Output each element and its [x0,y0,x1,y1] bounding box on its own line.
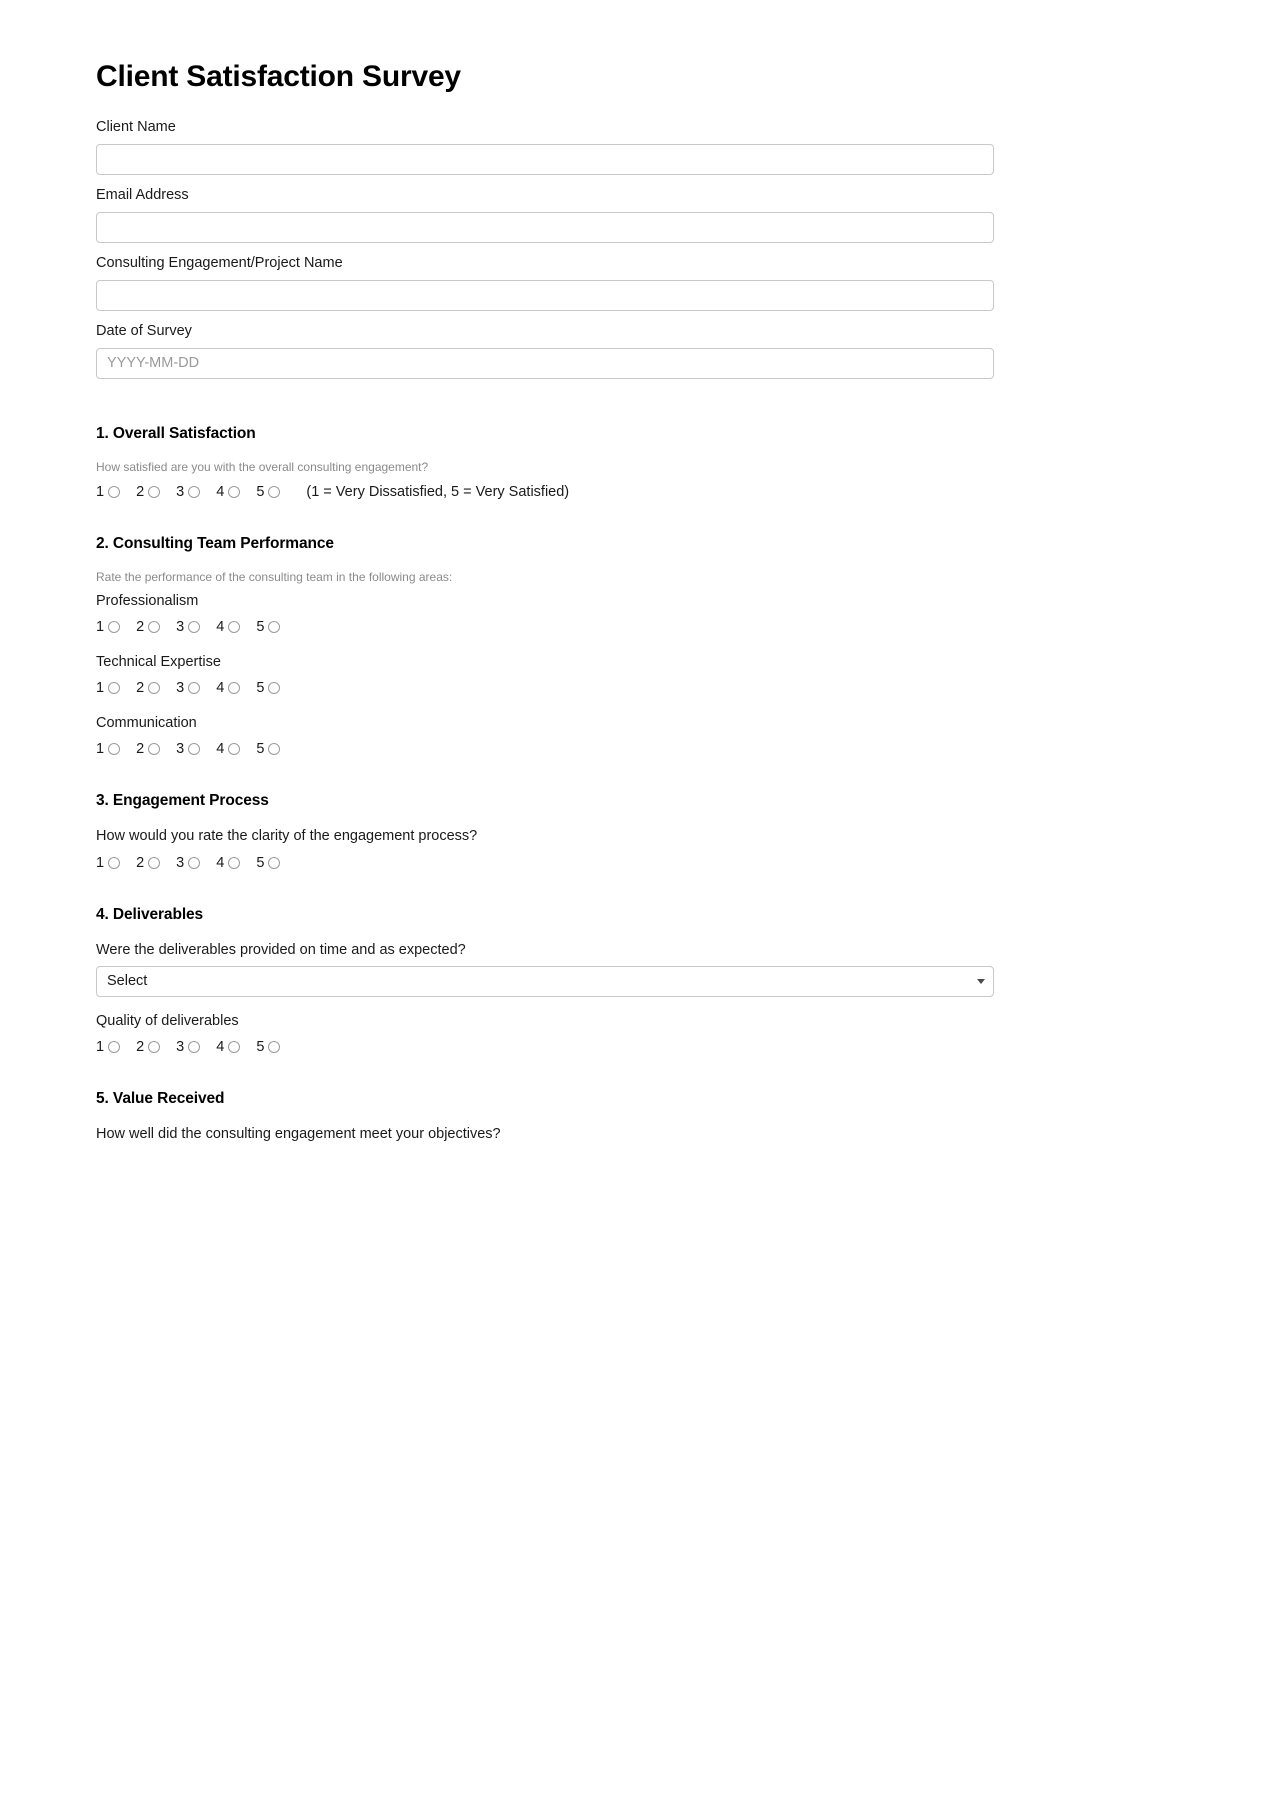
rating-option-2-label: 2 [136,1038,145,1055]
rating-option-4[interactable] [216,1037,240,1057]
rating-option-5[interactable] [256,482,280,502]
rating-option-3[interactable] [176,617,200,637]
rating-option-1-label: 1 [96,679,105,696]
rating-option-1[interactable] [96,1037,120,1057]
radio-icon[interactable] [268,743,280,755]
rating-option-5-label: 5 [256,740,265,757]
radio-icon[interactable] [148,486,160,498]
rating-option-1[interactable] [96,853,120,873]
rating-option-2[interactable] [136,617,160,637]
section-consulting-team-performance [96,535,994,760]
rating-option-5-label: 5 [256,618,265,635]
deliverables-select[interactable] [96,966,994,997]
radio-icon[interactable] [188,682,200,694]
radio-icon[interactable] [188,1041,200,1053]
subsection-technical-expertise [96,652,994,699]
radio-icon[interactable] [268,486,280,498]
client-name-input[interactable] [96,144,994,175]
quality-of-deliverables-label: Quality of deliverables [96,1012,239,1029]
section-engagement-process [96,792,994,874]
professionalism-label: Professionalism [96,592,199,609]
radio-icon[interactable] [148,682,160,694]
rating-group-quality-of-deliverables [96,1036,994,1058]
rating-option-5[interactable] [256,853,280,873]
page-title: Client Satisfaction Survey [96,60,461,93]
radio-icon[interactable] [188,621,200,633]
rating-option-1[interactable] [96,678,120,698]
rating-option-2-label: 2 [136,679,145,696]
rating-group-technical-expertise [96,677,994,699]
section-deliverables [96,906,994,1058]
radio-icon[interactable] [148,621,160,633]
rating-option-4[interactable] [216,853,240,873]
rating-option-3-label: 3 [176,740,185,757]
rating-option-1-label: 1 [96,740,105,757]
radio-icon[interactable] [228,486,240,498]
radio-icon[interactable] [188,486,200,498]
radio-icon[interactable] [188,857,200,869]
rating-option-2[interactable] [136,482,160,502]
rating-option-3[interactable] [176,482,200,502]
email-address-input[interactable] [96,212,994,243]
field-client-name [96,117,994,175]
section-3-title: 3. Engagement Process [96,791,269,809]
rating-option-5[interactable] [256,678,280,698]
rating-option-2[interactable] [136,739,160,759]
rating-option-1-label: 1 [96,1038,105,1055]
project-name-label: Consulting Engagement/Project Name [96,254,343,271]
subsection-communication [96,713,994,760]
rating-group-professionalism [96,616,994,638]
rating-option-1-label: 1 [96,618,105,635]
rating-option-4-label: 4 [216,618,225,635]
section-3-question: How would you rate the clarity of the engagement process? [96,827,478,844]
rating-option-5-label: 5 [256,1038,265,1055]
radio-icon[interactable] [108,486,120,498]
rating-option-3[interactable] [176,739,200,759]
rating-option-4-label: 4 [216,1038,225,1055]
radio-icon[interactable] [228,857,240,869]
field-email-address [96,185,994,243]
radio-icon[interactable] [228,1041,240,1053]
date-of-survey-label: Date of Survey [96,322,192,339]
section-5-question: How well did the consulting engagement meet your objectives? [96,1125,501,1142]
radio-icon[interactable] [148,857,160,869]
rating-option-1[interactable] [96,617,120,637]
section-value-received [96,1090,994,1144]
rating-option-4-label: 4 [216,740,225,757]
radio-icon[interactable] [268,621,280,633]
section-2-title: 2. Consulting Team Performance [96,534,334,552]
rating-scale-hint: (1 = Very Dissatisfied, 5 = Very Satisfied) [306,483,570,500]
radio-icon[interactable] [108,743,120,755]
section-5-title: 5. Value Received [96,1089,225,1107]
radio-icon[interactable] [108,1041,120,1053]
radio-icon[interactable] [228,743,240,755]
rating-option-3-label: 3 [176,483,185,500]
rating-option-1[interactable] [96,482,120,502]
section-4-title: 4. Deliverables [96,905,204,923]
client-name-label: Client Name [96,118,176,135]
section-4-question: Were the deliverables provided on time and as expected? [96,941,466,958]
survey-form [96,60,994,1176]
rating-option-2-label: 2 [136,740,145,757]
radio-icon[interactable] [228,621,240,633]
rating-option-2[interactable] [136,853,160,873]
rating-option-1[interactable] [96,739,120,759]
section-1-title: 1. Overall Satisfaction [96,424,256,442]
rating-option-4[interactable] [216,678,240,698]
rating-group-engagement-process [96,852,994,874]
rating-option-4-label: 4 [216,854,225,871]
technical-expertise-label: Technical Expertise [96,653,221,670]
section-overall-satisfaction [96,425,994,503]
radio-icon[interactable] [148,1041,160,1053]
rating-option-5-label: 5 [256,679,265,696]
rating-option-4[interactable] [216,739,240,759]
rating-option-5-label: 5 [256,854,265,871]
radio-icon[interactable] [108,682,120,694]
rating-option-5[interactable] [256,617,280,637]
project-name-input[interactable] [96,280,994,311]
rating-option-3-label: 3 [176,618,185,635]
rating-option-2-label: 2 [136,483,145,500]
rating-option-5-label: 5 [256,483,265,500]
deliverables-select-wrap [96,966,994,997]
field-project-name [96,253,994,311]
radio-icon[interactable] [268,857,280,869]
rating-option-4-label: 4 [216,483,225,500]
rating-group-overall-satisfaction [96,481,994,503]
rating-option-4-label: 4 [216,679,225,696]
radio-icon[interactable] [268,682,280,694]
rating-option-2[interactable] [136,678,160,698]
radio-icon[interactable] [148,743,160,755]
rating-option-3[interactable] [176,1037,200,1057]
rating-option-1-label: 1 [96,854,105,871]
section-2-note: Rate the performance of the consulting team in the following areas: [96,569,453,584]
rating-option-2-label: 2 [136,618,145,635]
section-1-note: How satisfied are you with the overall consulting engagement? [96,459,429,474]
rating-option-5[interactable] [256,1037,280,1057]
rating-option-4[interactable] [216,482,240,502]
rating-group-communication [96,738,994,760]
rating-option-1-label: 1 [96,483,105,500]
rating-option-3-label: 3 [176,679,185,696]
rating-option-2-label: 2 [136,854,145,871]
radio-icon[interactable] [228,682,240,694]
communication-label: Communication [96,714,197,731]
rating-option-3-label: 3 [176,854,185,871]
radio-icon[interactable] [268,1041,280,1053]
rating-option-2[interactable] [136,1037,160,1057]
subsection-quality-of-deliverables [96,1011,994,1058]
rating-option-3[interactable] [176,853,200,873]
radio-icon[interactable] [108,621,120,633]
survey-sections [96,425,994,1144]
field-date-of-survey [96,321,994,379]
rating-option-3[interactable] [176,678,200,698]
date-of-survey-input[interactable] [96,348,994,379]
radio-icon[interactable] [188,743,200,755]
subsection-professionalism [96,591,994,638]
rating-option-4[interactable] [216,617,240,637]
email-address-label: Email Address [96,186,189,203]
radio-icon[interactable] [108,857,120,869]
rating-option-3-label: 3 [176,1038,185,1055]
rating-option-5[interactable] [256,739,280,759]
